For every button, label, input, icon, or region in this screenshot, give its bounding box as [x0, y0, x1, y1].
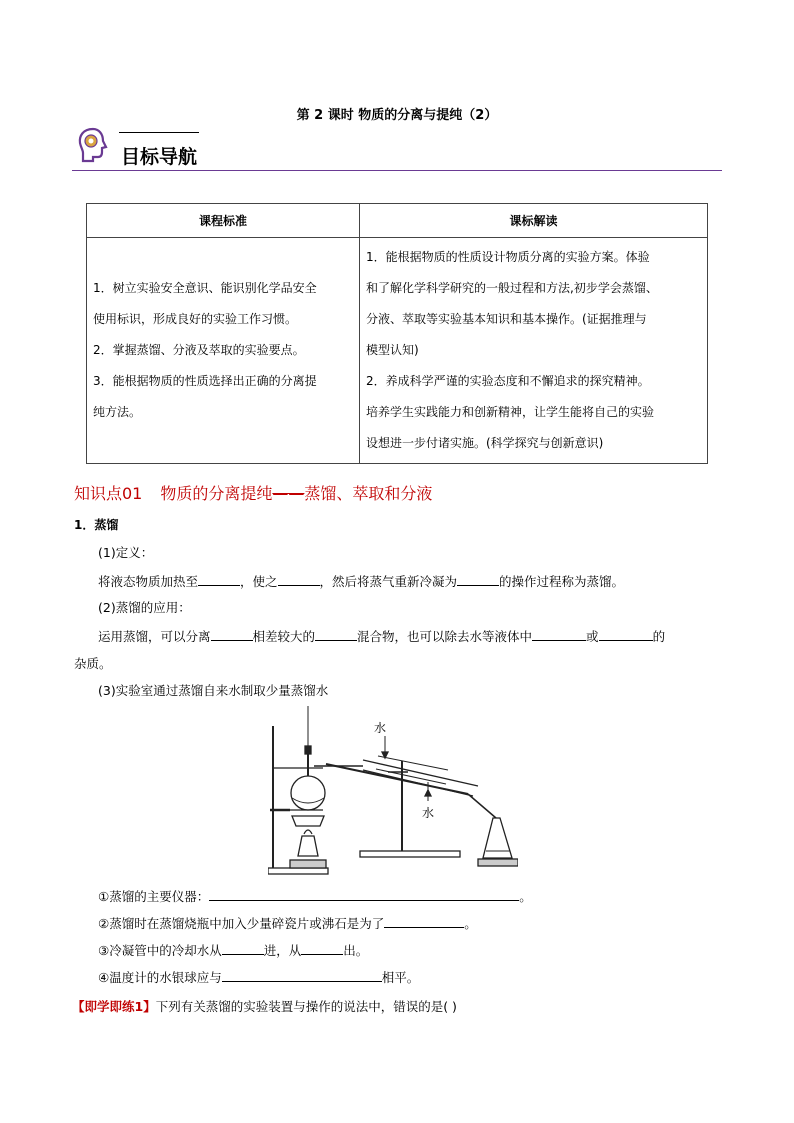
- standards-table: [86, 203, 708, 464]
- table-header-interpretation: 课标解读: [360, 204, 708, 238]
- blank[interactable]: [222, 968, 382, 982]
- interpretation-line: 2．养成科学严谨的实验态度和不懈追求的探究精神。: [366, 374, 650, 388]
- lab-label: (3)实验室通过蒸馏自来水制取少量蒸馏水: [98, 683, 329, 698]
- blank[interactable]: [301, 941, 343, 955]
- blank[interactable]: [457, 572, 499, 586]
- blank[interactable]: [209, 887, 519, 901]
- blank[interactable]: [211, 627, 253, 641]
- question-2: ②蒸馏时在蒸馏烧瓶中加入少量碎瓷片或沸石是为了 。: [98, 916, 477, 931]
- nav-divider: [72, 170, 722, 171]
- question-3: ③冷凝管中的冷却水从 进，从 出。: [98, 943, 369, 958]
- practice-text: 下列有关蒸馏的实验装置与操作的说法中，错误的是( ): [155, 999, 457, 1014]
- knowledge-point-heading: [74, 481, 432, 504]
- distillation-heading: 1．蒸馏: [74, 518, 119, 532]
- blank[interactable]: [278, 572, 320, 586]
- page-title: 第 2 课时 物质的分离与提纯（2）: [296, 108, 498, 123]
- blank[interactable]: [222, 941, 264, 955]
- interpretation-line: 模型认知): [366, 343, 419, 357]
- application-sentence: 运用蒸馏，可以分离 相差较大的 混合物，也可以除去水等液体中 或 的: [98, 629, 666, 644]
- nav-top-rule: [119, 132, 199, 133]
- target-nav-icon: [76, 126, 110, 164]
- standards-line: 1．树立实验安全意识、能识别化学品安全: [93, 281, 317, 295]
- question-1: ①蒸馏的主要仪器： 。: [98, 889, 532, 904]
- knowledge-title-dash: ——: [272, 484, 305, 503]
- blank[interactable]: [384, 914, 464, 928]
- application-continuation: 杂质。: [74, 656, 112, 671]
- standards-line: 使用标识，形成良好的实验工作习惯。: [93, 312, 298, 326]
- water-in-label: 水: [374, 721, 387, 735]
- practice-tag: 【即学即练1】: [72, 999, 156, 1014]
- interpretation-line: 设想进一步付诸实施。(科学探究与创新意识): [366, 436, 604, 450]
- water-out-label: 水: [422, 806, 435, 820]
- blank[interactable]: [198, 572, 240, 586]
- distillation-apparatus-diagram: [268, 706, 518, 876]
- definition-sentence: 将液态物质加热至 ，使之 ，然后将蒸气重新冷凝为 的操作过程称为蒸馏。: [98, 574, 625, 589]
- knowledge-title-a: 物质的分离提纯: [160, 484, 273, 503]
- practice-question: [72, 997, 457, 1015]
- interpretation-line: 和了解化学科学研究的一般过程和方法,初步学会蒸馏、: [366, 281, 658, 295]
- nav-title: 目标导航: [121, 146, 198, 168]
- interpretation-cell: [360, 238, 708, 464]
- interpretation-line: 分液、萃取等实验基本知识和基本操作。(证据推理与: [366, 312, 647, 326]
- interpretation-line: 1．能根据物质的性质设计物质分离的实验方案。体验: [366, 250, 650, 264]
- standards-line: 纯方法。: [93, 405, 142, 419]
- question-4: ④温度计的水银球应与 相平。: [98, 970, 420, 985]
- blank[interactable]: [599, 627, 653, 641]
- standards-line: 2．掌握蒸馏、分液及萃取的实验要点。: [93, 343, 305, 357]
- definition-label: (1)定义：: [98, 545, 154, 560]
- standards-line: 3．能根据物质的性质选择出正确的分离提: [93, 374, 317, 388]
- knowledge-title-c: 蒸馏、萃取和分液: [304, 484, 433, 503]
- blank[interactable]: [315, 627, 357, 641]
- application-label: (2)蒸馏的应用：: [98, 600, 191, 615]
- standards-cell: [87, 238, 360, 464]
- knowledge-point-label: 知识点01: [74, 484, 143, 503]
- interpretation-line: 培养学生实践能力和创新精神，让学生能将自己的实验: [366, 405, 655, 419]
- table-header-standard: 课程标准: [87, 204, 360, 238]
- blank[interactable]: [532, 627, 586, 641]
